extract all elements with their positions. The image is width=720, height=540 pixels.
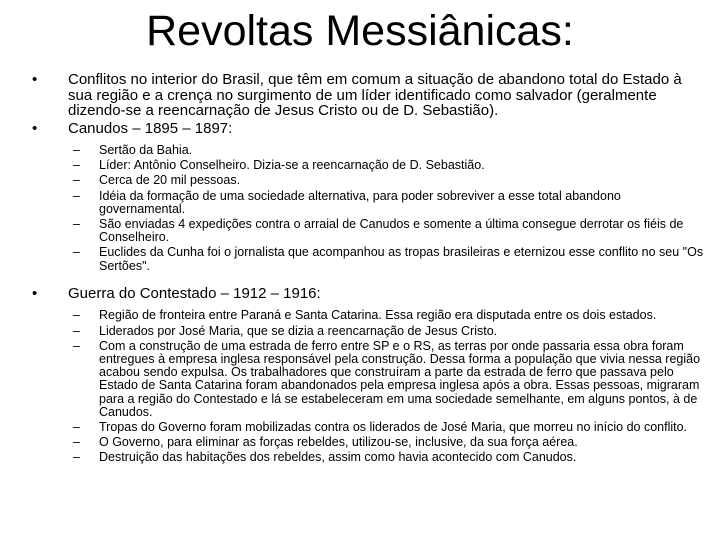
list-item-text: Com a construção de uma estrada de ferro entre SP e o RS, as terras por onde passaria essa obra foram entregues à empresa inglesa responsável pela construção. Dessa forma a população que vivia nessa região acabou sendo expulsa. Os trabalhadores que construíram a parte da estrada de ferro que passava pelo Estado de Santa Catarina foram abandonados pela empresa inglesa após a obra. Essas pessoas, migraram para a região do Contestado e lá se estabeleceram em uma sociedade semelhante, em alguns pontos, à de Canudos.: [99, 338, 701, 419]
list-item-text: Sertão da Bahia.: [99, 143, 193, 157]
bullet-marker: •: [32, 71, 38, 88]
list-item-text: Idéia da formação de uma sociedade alternativa, para poder sobreviver a esse total abandono governamental.: [99, 188, 621, 216]
dash-marker: –: [73, 435, 80, 450]
list-item-text: Destruição das habitações dos rebeldes, assim como havia acontecido com Canudos.: [99, 450, 577, 465]
list-item-text: Tropas do Governo foram mobilizadas contra os liderados de José Maria, que morreu no início do conflito.: [99, 419, 688, 434]
dash-marker: –: [73, 158, 80, 173]
dash-marker: –: [73, 143, 80, 157]
dash-marker: –: [73, 308, 80, 323]
list-item-text: Cerca de 20 mil pessoas.: [99, 173, 241, 188]
list-item: [24, 190, 704, 216]
list-item-text: São enviadas 4 expedições contra o arraial de Canudos e somente a última consegue derrotar os fiéis de Conselheiro.: [99, 217, 684, 245]
slide-title: Revoltas Messiânicas:: [146, 7, 574, 55]
bullet-marker: •: [32, 119, 38, 137]
list-item: [24, 159, 704, 172]
dash-marker: –: [73, 419, 80, 434]
list-item-text: Região de fronteira entre Paraná e Santa Catarina. Essa região era disputada entre os dois estados.: [99, 308, 657, 323]
dash-marker: –: [73, 323, 80, 338]
list-item: [24, 144, 704, 157]
dash-marker: –: [73, 450, 80, 465]
list-item: [24, 451, 704, 464]
dash-marker: –: [73, 338, 80, 353]
dash-marker: –: [73, 188, 80, 203]
list-item: [24, 218, 704, 244]
intro-text: Conflitos no interior do Brasil, que têm em comum a situação de abandono total do Estado à sua região e a crença no surgimento de um líder identificado como salvador (geralmente dizendo-se a reencarnação de Jesus Cristo ou de D. Sebastião).: [68, 71, 682, 119]
dash-marker: –: [73, 217, 80, 232]
canudos-heading: Canudos – 1895 – 1897:: [68, 119, 233, 137]
bullet-intro: [24, 72, 704, 119]
list-item-text: Liderados por José Maria, que se dizia a reencarnação de Jesus Cristo.: [99, 323, 498, 338]
list-item: [24, 436, 704, 449]
list-item-text: O Governo, para eliminar as forças rebeldes, utilizou-se, inclusive, da sua força aérea.: [99, 435, 578, 450]
bullet-contestado: [24, 286, 704, 302]
contestado-heading: Guerra do Contestado – 1912 – 1916:: [68, 284, 321, 302]
slide-body: [24, 72, 704, 465]
bullet-canudos: [24, 121, 704, 137]
list-item: [24, 246, 704, 272]
list-item-text: Euclides da Cunha foi o jornalista que acompanhou as tropas brasileiras e eternizou esse conflito no seu "Os Sertões".: [99, 245, 704, 273]
list-item: [24, 421, 704, 434]
list-item-text: Líder: Antônio Conselheiro. Dizia-se a reencarnação de D. Sebastião.: [99, 158, 485, 173]
list-item: [24, 340, 704, 419]
bullet-marker: •: [32, 284, 38, 302]
list-item: [24, 325, 704, 338]
dash-marker: –: [73, 173, 80, 188]
dash-marker: –: [73, 245, 80, 260]
list-item: [24, 174, 704, 187]
list-item: [24, 309, 704, 322]
